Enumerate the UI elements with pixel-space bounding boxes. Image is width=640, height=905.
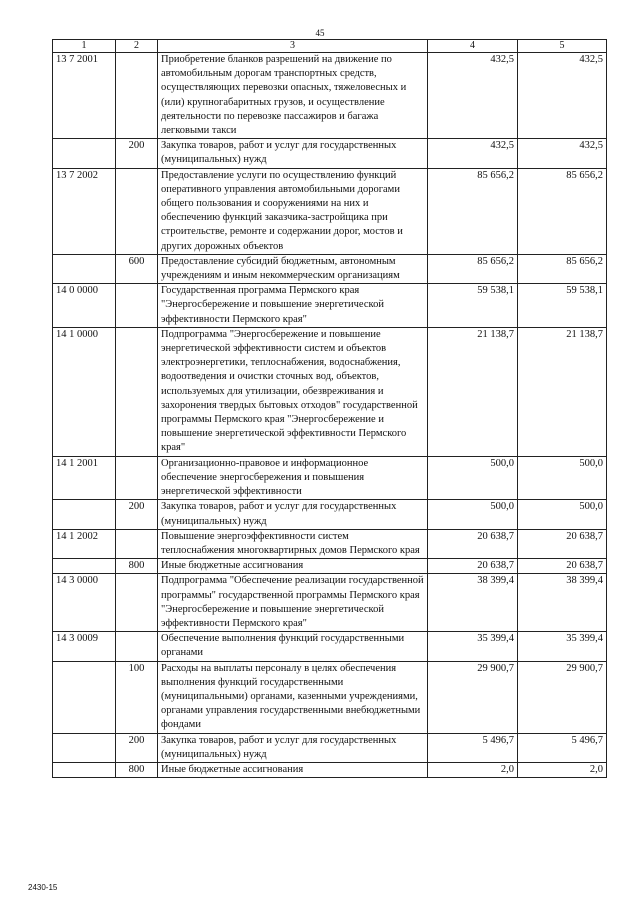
table-row [53, 762, 607, 777]
expense-type-cell: 100 [116, 661, 158, 733]
column-header: 1 [53, 40, 116, 53]
code-cell [53, 254, 116, 283]
column-header: 3 [158, 40, 428, 53]
name-cell: Расходы на выплаты персоналу в целях обеспечения выполнения функций государственными (муниципальными) органами, казенными учреждениями, органами управления государственными внебюджетными фондами [158, 661, 428, 733]
table-row [53, 53, 607, 139]
code-cell: 13 7 2002 [53, 168, 116, 254]
table-row [53, 139, 607, 168]
code-cell [53, 500, 116, 529]
amount-col5-cell: 500,0 [518, 456, 607, 500]
page-number: 45 [315, 28, 325, 38]
amount-col4-cell: 59 538,1 [428, 284, 518, 328]
amount-col4-cell: 20 638,7 [428, 559, 518, 574]
budget-table [52, 39, 607, 778]
amount-col5-cell: 432,5 [518, 53, 607, 139]
amount-col5-cell: 20 638,7 [518, 559, 607, 574]
table-row [53, 733, 607, 762]
code-cell [53, 559, 116, 574]
column-header: 4 [428, 40, 518, 53]
amount-col5-cell: 85 656,2 [518, 168, 607, 254]
table-row [53, 559, 607, 574]
code-cell [53, 733, 116, 762]
table-row [53, 327, 607, 456]
expense-type-cell: 800 [116, 762, 158, 777]
table-row [53, 284, 607, 328]
name-cell: Предоставление субсидий бюджетным, автономным учреждениям и иным некоммерческим организациям [158, 254, 428, 283]
name-cell: Подпрограмма "Энергосбережение и повышение энергетической эффективности систем и объектов электроэнергетики, теплоснабжения, водоснабжения, водоотведения и очистки сточных вод, объектов, используемых для утилизации, обезвреживания и захоронения твердых бытовых отходов" государственной программы Пермского края "Энергосбережение и повышение энергетической эффективности Пермского края" [158, 327, 428, 456]
header-row [53, 40, 607, 53]
amount-col4-cell: 20 638,7 [428, 529, 518, 558]
column-header: 5 [518, 40, 607, 53]
table-row [53, 500, 607, 529]
table-row [53, 632, 607, 661]
table-row [53, 529, 607, 558]
amount-col5-cell: 21 138,7 [518, 327, 607, 456]
amount-col4-cell: 500,0 [428, 456, 518, 500]
amount-col4-cell: 432,5 [428, 139, 518, 168]
name-cell: Подпрограмма "Обеспечение реализации государственной программы" государственной программы Пермского края "Энергосбережение и повышение энергетической эффективности Пермского края" [158, 574, 428, 632]
name-cell: Приобретение бланков разрешений на движение по автомобильным дорогам транспортных средств, осуществляющих перевозки опасных, тяжеловесных и (или) крупногабаритных грузов, и осуществление деятельности по перевозке пассажиров и багажа легковыми такси [158, 53, 428, 139]
expense-type-cell: 600 [116, 254, 158, 283]
amount-col5-cell: 35 399,4 [518, 632, 607, 661]
column-header: 2 [116, 40, 158, 53]
amount-col4-cell: 85 656,2 [428, 168, 518, 254]
amount-col5-cell: 500,0 [518, 500, 607, 529]
expense-type-cell [116, 284, 158, 328]
amount-col4-cell: 85 656,2 [428, 254, 518, 283]
name-cell: Закупка товаров, работ и услуг для государственных (муниципальных) нужд [158, 139, 428, 168]
name-cell: Повышение энергоэффективности систем теплоснабжения многоквартирных домов Пермского края [158, 529, 428, 558]
table-row [53, 574, 607, 632]
code-cell: 14 3 0000 [53, 574, 116, 632]
name-cell: Закупка товаров, работ и услуг для государственных (муниципальных) нужд [158, 733, 428, 762]
amount-col5-cell: 38 399,4 [518, 574, 607, 632]
code-cell [53, 762, 116, 777]
amount-col4-cell: 38 399,4 [428, 574, 518, 632]
amount-col5-cell: 20 638,7 [518, 529, 607, 558]
table-row [53, 456, 607, 500]
code-cell: 13 7 2001 [53, 53, 116, 139]
amount-col5-cell: 59 538,1 [518, 284, 607, 328]
expense-type-cell [116, 632, 158, 661]
amount-col5-cell: 85 656,2 [518, 254, 607, 283]
footer-code: 2430-15 [28, 883, 58, 892]
amount-col4-cell: 432,5 [428, 53, 518, 139]
name-cell: Закупка товаров, работ и услуг для государственных (муниципальных) нужд [158, 500, 428, 529]
code-cell: 14 0 0000 [53, 284, 116, 328]
expense-type-cell [116, 53, 158, 139]
expense-type-cell: 200 [116, 139, 158, 168]
code-cell [53, 139, 116, 168]
amount-col4-cell: 5 496,7 [428, 733, 518, 762]
amount-col4-cell: 500,0 [428, 500, 518, 529]
name-cell: Предоставление услуги по осуществлению функций оперативного управления автомобильными дорогами общего пользования и сооружениями на них и обеспечению функций заказчика-застройщика при строительстве, ремонте и содержании дорог, мостов и других дорожных объектов [158, 168, 428, 254]
amount-col4-cell: 35 399,4 [428, 632, 518, 661]
expense-type-cell [116, 327, 158, 456]
expense-type-cell: 200 [116, 733, 158, 762]
amount-col5-cell: 5 496,7 [518, 733, 607, 762]
table-row [53, 168, 607, 254]
amount-col4-cell: 29 900,7 [428, 661, 518, 733]
amount-col5-cell: 432,5 [518, 139, 607, 168]
table-row [53, 661, 607, 733]
amount-col5-cell: 29 900,7 [518, 661, 607, 733]
code-cell: 14 3 0009 [53, 632, 116, 661]
amount-col4-cell: 21 138,7 [428, 327, 518, 456]
code-cell: 14 1 2001 [53, 456, 116, 500]
expense-type-cell [116, 529, 158, 558]
expense-type-cell [116, 574, 158, 632]
expense-type-cell: 200 [116, 500, 158, 529]
expense-type-cell [116, 456, 158, 500]
code-cell: 14 1 0000 [53, 327, 116, 456]
code-cell [53, 661, 116, 733]
name-cell: Обеспечение выполнения функций государственными органами [158, 632, 428, 661]
name-cell: Организационно-правовое и информационное обеспечение энергосбережения и повышения энергетической эффективности [158, 456, 428, 500]
name-cell: Иные бюджетные ассигнования [158, 559, 428, 574]
name-cell: Иные бюджетные ассигнования [158, 762, 428, 777]
expense-type-cell: 800 [116, 559, 158, 574]
expense-type-cell [116, 168, 158, 254]
code-cell: 14 1 2002 [53, 529, 116, 558]
amount-col5-cell: 2,0 [518, 762, 607, 777]
table-row [53, 254, 607, 283]
name-cell: Государственная программа Пермского края "Энергосбережение и повышение энергетической эффективности Пермского края" [158, 284, 428, 328]
amount-col4-cell: 2,0 [428, 762, 518, 777]
